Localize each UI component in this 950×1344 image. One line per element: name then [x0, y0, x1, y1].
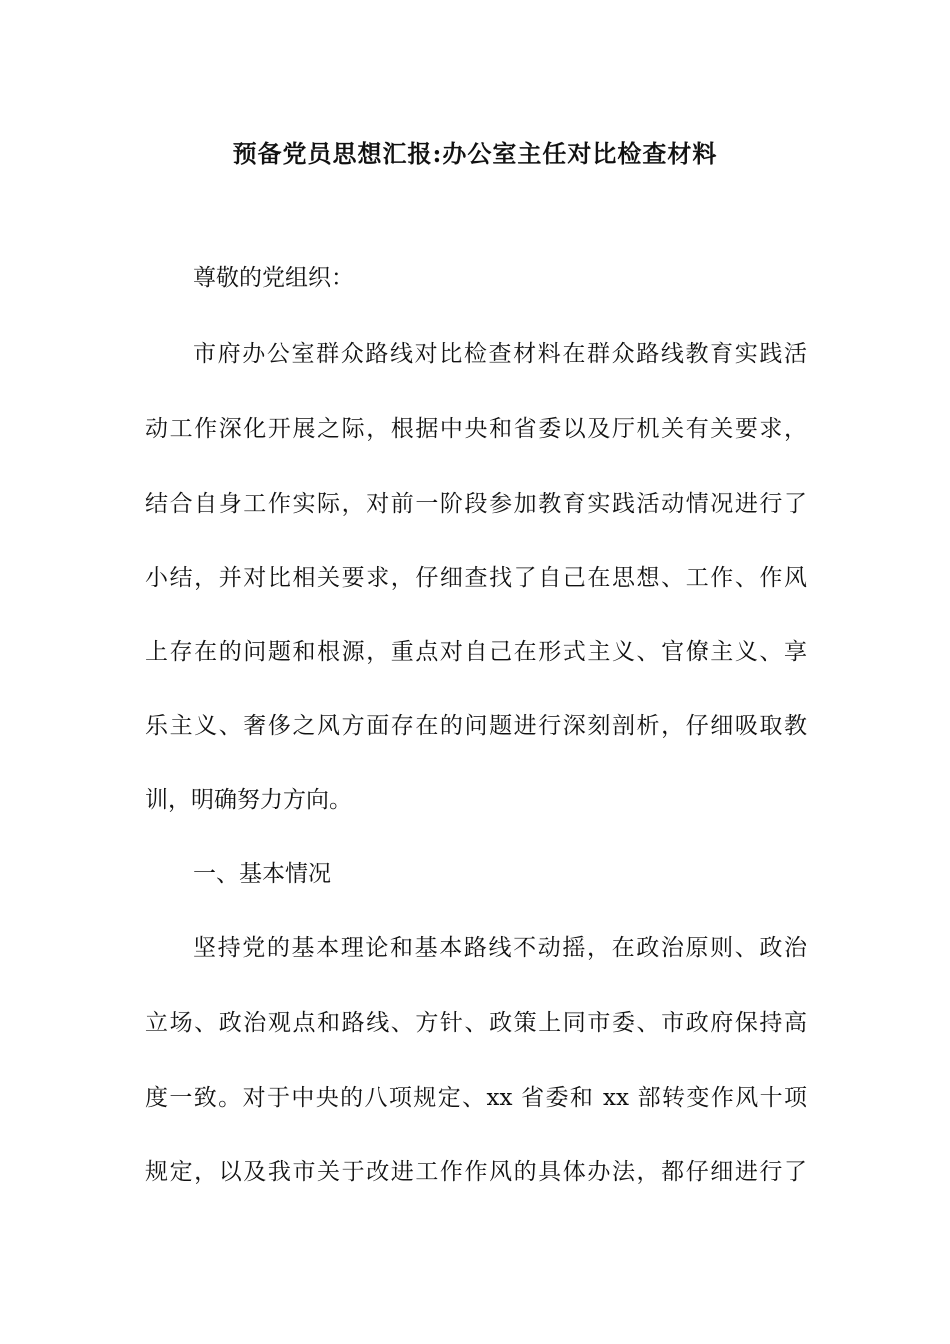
paragraph-line: 坚持党的基本理论和基本路线不动摇，在政治原则、政治: [193, 935, 807, 961]
paragraph-line: 动工作深化开展之际，根据中央和省委以及厅机关有关要求，: [145, 416, 807, 442]
paragraph-line: 训，明确努力方向。: [145, 787, 352, 813]
paragraph-line: 市府办公室群众路线对比检查材料在群众路线教育实践活: [193, 341, 807, 367]
paragraph-line: 小结，并对比相关要求，仔细查找了自己在思想、工作、作风: [145, 565, 807, 591]
salutation: 尊敬的党组织：: [193, 265, 354, 291]
document-title: 预备党员思想汇报:办公室主任对比检查材料: [232, 139, 718, 168]
paragraph-line: 乐主义、奢侈之风方面存在的问题进行深刻剖析，仔细吸取教: [145, 713, 807, 739]
section-heading: 一、基本情况: [193, 861, 331, 887]
paragraph-line: 结合自身工作实际，对前一阶段参加教育实践活动情况进行了: [145, 491, 807, 517]
paragraph-line: 规定，以及我市关于改进工作作风的具体办法，都仔细进行了: [145, 1159, 807, 1185]
paragraph-line: 立场、政治观点和路线、方针、政策上同市委、市政府保持高: [145, 1010, 807, 1036]
paragraph-line: 上存在的问题和根源，重点对自己在形式主义、官僚主义、享: [145, 639, 807, 665]
paragraph-line: 度一致。对于中央的八项规定、xx 省委和 xx 部转变作风十项: [145, 1085, 807, 1111]
